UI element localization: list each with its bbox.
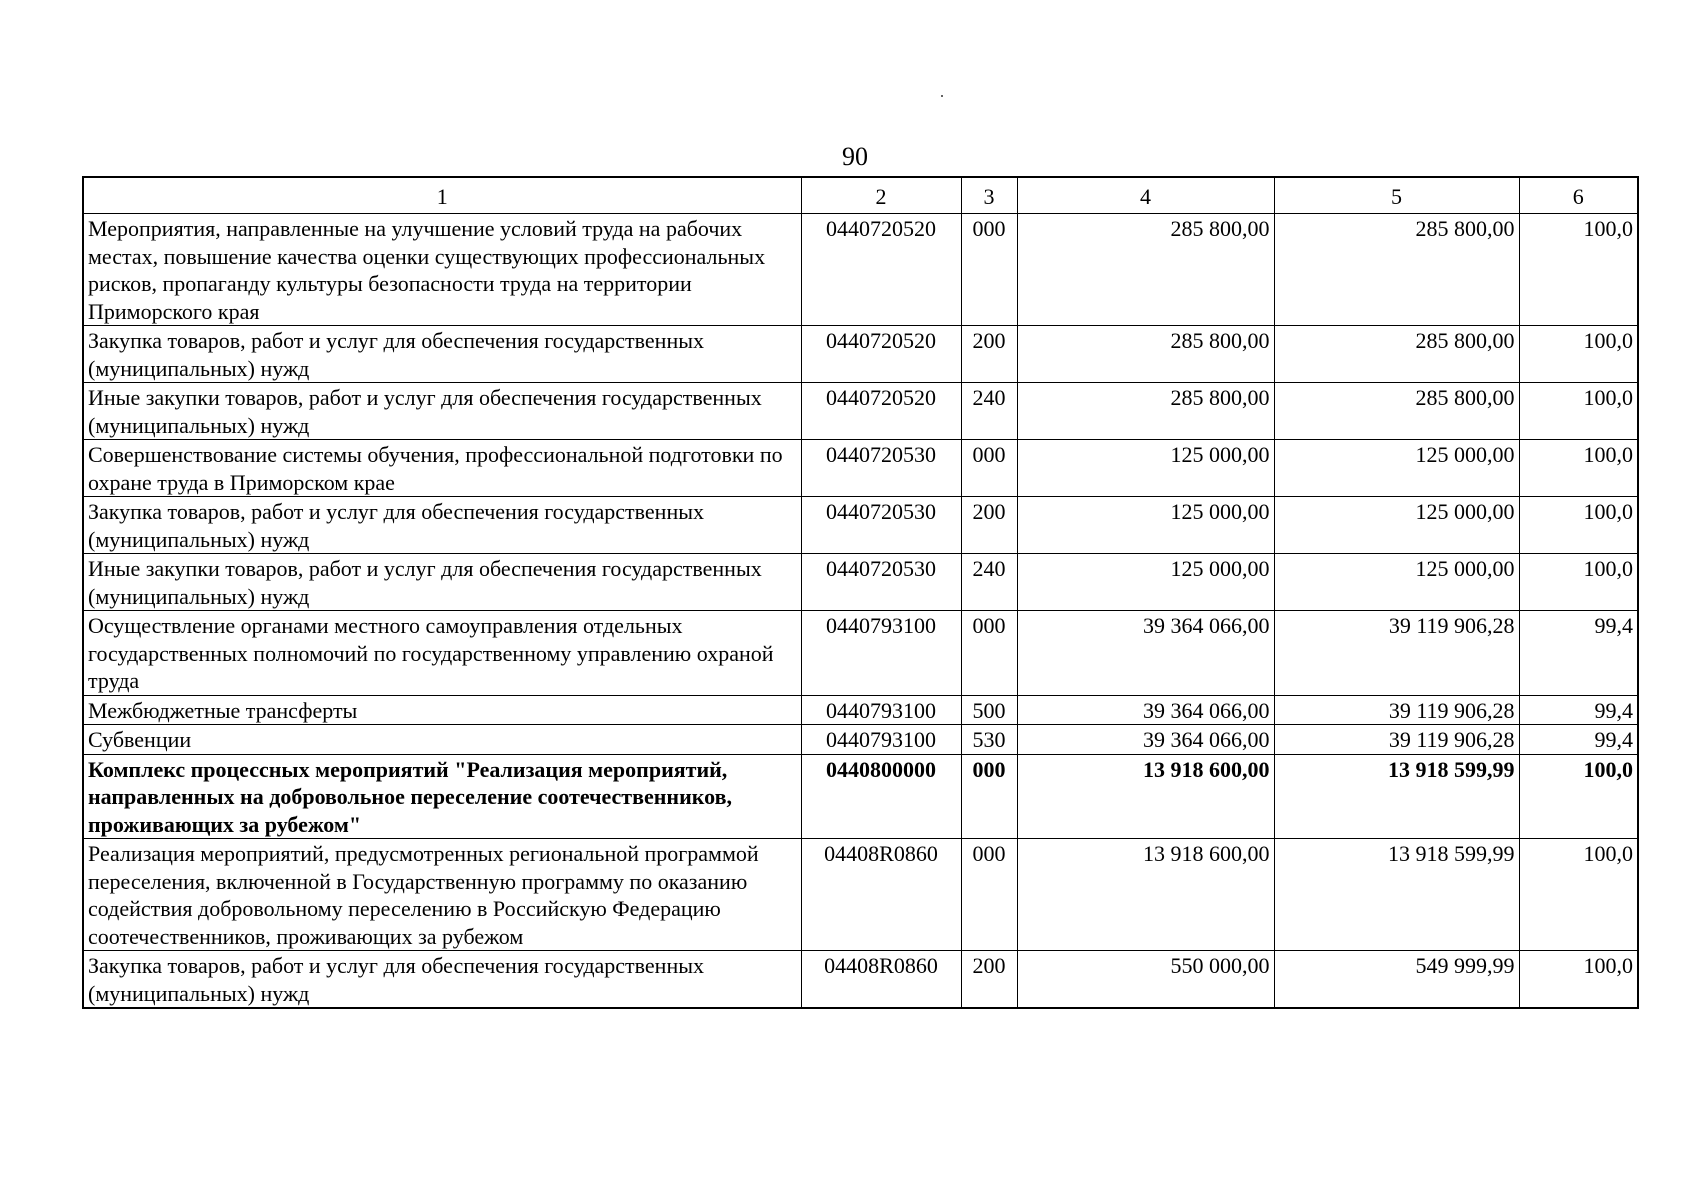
row-code-cell: 0440720530 [801, 440, 961, 497]
row-executed-amount-cell: 125 000,00 [1274, 554, 1519, 611]
row-code-cell: 0440720520 [801, 214, 961, 326]
row-planned-amount-cell: 39 364 066,00 [1017, 695, 1274, 725]
column-header-4: 4 [1017, 177, 1274, 214]
table-row [83, 725, 1638, 755]
row-planned-amount-cell: 39 364 066,00 [1017, 611, 1274, 696]
column-header-1: 1 [83, 177, 801, 214]
table-row [83, 754, 1638, 839]
row-name-cell: Мероприятия, направленные на улучшение условий труда на рабочих местах, повышение качества оценки существующих профессиональных рисков, пропаганду культуры безопасности труда на территории Приморского края [83, 214, 801, 326]
table-row [83, 440, 1638, 497]
row-executed-amount-cell: 125 000,00 [1274, 497, 1519, 554]
row-name-cell: Осуществление органами местного самоуправления отдельных государственных полномочий по государственному управлению охраной труда [83, 611, 801, 696]
row-code-cell: 0440720530 [801, 554, 961, 611]
row-percent-cell: 100,0 [1519, 754, 1638, 839]
table-row [83, 326, 1638, 383]
row-code-cell: 0440793100 [801, 725, 961, 755]
row-code-cell: 0440793100 [801, 611, 961, 696]
row-name-cell: Иные закупки товаров, работ и услуг для обеспечения государственных (муниципальных) нужд [83, 383, 801, 440]
row-expense-type-cell: 000 [961, 214, 1017, 326]
row-expense-type-cell: 500 [961, 695, 1017, 725]
row-name-cell: Иные закупки товаров, работ и услуг для обеспечения государственных (муниципальных) нужд [83, 554, 801, 611]
row-percent-cell: 100,0 [1519, 326, 1638, 383]
row-planned-amount-cell: 285 800,00 [1017, 326, 1274, 383]
row-percent-cell: 100,0 [1519, 951, 1638, 1009]
row-executed-amount-cell: 125 000,00 [1274, 440, 1519, 497]
column-header-3: 3 [961, 177, 1017, 214]
row-name-cell: Закупка товаров, работ и услуг для обеспечения государственных (муниципальных) нужд [83, 326, 801, 383]
table-row [83, 214, 1638, 326]
row-percent-cell: 100,0 [1519, 839, 1638, 951]
row-expense-type-cell: 240 [961, 383, 1017, 440]
row-executed-amount-cell: 39 119 906,28 [1274, 695, 1519, 725]
row-percent-cell: 100,0 [1519, 383, 1638, 440]
budget-execution-table [82, 176, 1639, 1009]
row-percent-cell: 100,0 [1519, 554, 1638, 611]
row-executed-amount-cell: 39 119 906,28 [1274, 725, 1519, 755]
row-planned-amount-cell: 125 000,00 [1017, 554, 1274, 611]
row-expense-type-cell: 200 [961, 497, 1017, 554]
table-row [83, 839, 1638, 951]
row-code-cell: 04408R0860 [801, 951, 961, 1009]
table-row [83, 383, 1638, 440]
row-name-cell: Комплекс процессных мероприятий "Реализация мероприятий, направленных на добровольное переселение соотечественников, проживающих за рубежом" [83, 754, 801, 839]
row-name-cell: Закупка товаров, работ и услуг для обеспечения государственных (муниципальных) нужд [83, 497, 801, 554]
row-code-cell: 04408R0860 [801, 839, 961, 951]
row-code-cell: 0440793100 [801, 695, 961, 725]
row-name-cell: Межбюджетные трансферты [83, 695, 801, 725]
row-executed-amount-cell: 13 918 599,99 [1274, 839, 1519, 951]
row-expense-type-cell: 200 [961, 326, 1017, 383]
row-planned-amount-cell: 125 000,00 [1017, 497, 1274, 554]
row-expense-type-cell: 000 [961, 440, 1017, 497]
row-expense-type-cell: 000 [961, 611, 1017, 696]
row-expense-type-cell: 240 [961, 554, 1017, 611]
row-planned-amount-cell: 13 918 600,00 [1017, 839, 1274, 951]
row-planned-amount-cell: 39 364 066,00 [1017, 725, 1274, 755]
row-expense-type-cell: 000 [961, 839, 1017, 951]
row-expense-type-cell: 530 [961, 725, 1017, 755]
row-code-cell: 0440800000 [801, 754, 961, 839]
row-executed-amount-cell: 39 119 906,28 [1274, 611, 1519, 696]
row-code-cell: 0440720520 [801, 326, 961, 383]
scan-speck [941, 95, 943, 97]
row-percent-cell: 99,4 [1519, 695, 1638, 725]
row-executed-amount-cell: 285 800,00 [1274, 383, 1519, 440]
row-name-cell: Совершенствование системы обучения, профессиональной подготовки по охране труда в Приморском крае [83, 440, 801, 497]
row-executed-amount-cell: 285 800,00 [1274, 326, 1519, 383]
column-header-6: 6 [1519, 177, 1638, 214]
row-code-cell: 0440720530 [801, 497, 961, 554]
row-executed-amount-cell: 549 999,99 [1274, 951, 1519, 1009]
row-percent-cell: 100,0 [1519, 440, 1638, 497]
column-header-5: 5 [1274, 177, 1519, 214]
row-percent-cell: 99,4 [1519, 611, 1638, 696]
row-planned-amount-cell: 285 800,00 [1017, 383, 1274, 440]
row-name-cell: Субвенции [83, 725, 801, 755]
table-row [83, 497, 1638, 554]
table-row [83, 951, 1638, 1009]
page-number: 90 [842, 142, 868, 171]
table-row [83, 695, 1638, 725]
row-executed-amount-cell: 13 918 599,99 [1274, 754, 1519, 839]
row-percent-cell: 100,0 [1519, 497, 1638, 554]
row-planned-amount-cell: 13 918 600,00 [1017, 754, 1274, 839]
table-header-row [83, 177, 1638, 214]
row-executed-amount-cell: 285 800,00 [1274, 214, 1519, 326]
row-planned-amount-cell: 125 000,00 [1017, 440, 1274, 497]
row-code-cell: 0440720520 [801, 383, 961, 440]
row-expense-type-cell: 000 [961, 754, 1017, 839]
row-name-cell: Реализация мероприятий, предусмотренных региональной программой переселения, включенной в Государственную программу по оказанию содействия добровольному переселению в Российскую Федерацию соотечественников, проживающих за рубежом [83, 839, 801, 951]
row-expense-type-cell: 200 [961, 951, 1017, 1009]
row-percent-cell: 99,4 [1519, 725, 1638, 755]
table-row [83, 611, 1638, 696]
row-name-cell: Закупка товаров, работ и услуг для обеспечения государственных (муниципальных) нужд [83, 951, 801, 1009]
table-row [83, 554, 1638, 611]
row-planned-amount-cell: 285 800,00 [1017, 214, 1274, 326]
row-percent-cell: 100,0 [1519, 214, 1638, 326]
column-header-2: 2 [801, 177, 961, 214]
row-planned-amount-cell: 550 000,00 [1017, 951, 1274, 1009]
